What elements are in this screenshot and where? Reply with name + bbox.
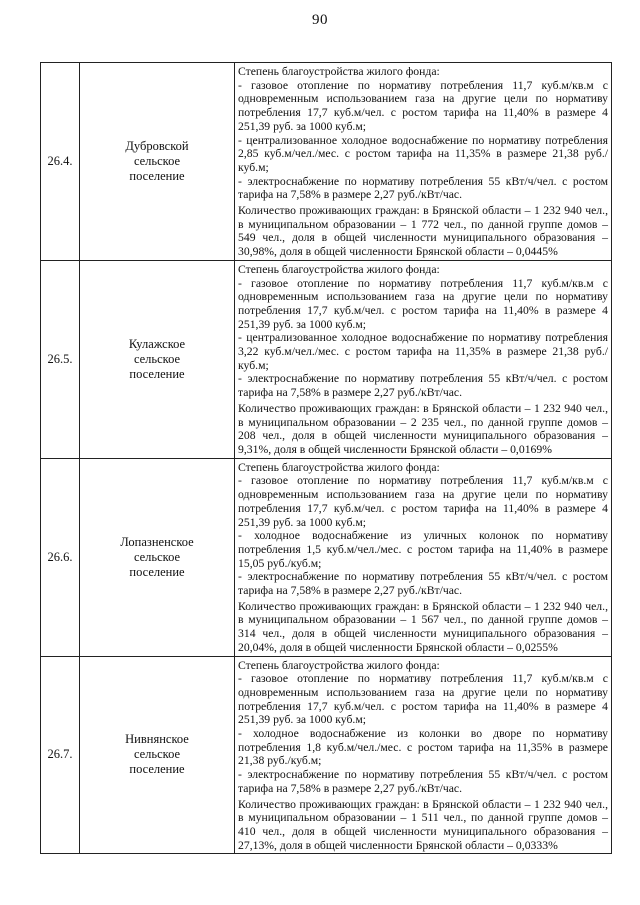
- electricity-item: - электроснабжение по нормативу потребления 55 кВт/ч/чел. с ростом тарифа на 7,58% в размере 2,27 руб./кВт/час.: [238, 570, 608, 598]
- settlement-name: [80, 260, 235, 458]
- description-heading: Степень благоустройства жилого фонда:: [238, 460, 440, 474]
- population-text: Количество проживающих граждан: в Брянской области – 1 232 940 чел., в муниципальном образовании – 2 235 чел., по данной группе домов – 208 чел., доля в общей численности муниципального образования – 9,31%, доля в общей численности Брянской области – 0,0169%: [238, 401, 608, 456]
- description-heading: Степень благоустройства жилого фонда:: [238, 262, 440, 276]
- gas-heating-item: - газовое отопление по нормативу потребления 11,7 куб.м/кв.м с одновременным использованием газа на другие цели по нормативу потребления 17,7 куб.м/чел. с ростом тарифа на 11,40% в размере 4 251,39 руб. за 1000 куб.м;: [238, 474, 608, 529]
- housing-description: [235, 656, 612, 854]
- row-number: 26.7.: [41, 656, 80, 854]
- housing-description: [235, 63, 612, 261]
- settlement-name-line: сельское: [133, 549, 181, 564]
- row-number: 26.4.: [41, 63, 80, 261]
- gas-heating-item: - газовое отопление по нормативу потребления 11,7 куб.м/кв.м с одновременным использованием газа на другие цели по нормативу потребления 17,7 куб.м/чел. с ростом тарифа на 11,40% в размере 4 251,39 руб. за 1000 куб.м;: [238, 672, 608, 727]
- settlement-name-line: сельское: [133, 747, 181, 762]
- water-supply-item: - холодное водоснабжение из колонки во дворе по нормативу потребления 1,8 куб.м/чел./мес. с ростом тарифа на 11,35% в размере 21,38 руб./куб.м;: [238, 727, 608, 768]
- water-supply-item: - холодное водоснабжение из уличных колонок по нормативу потребления 1,5 куб.м/чел./мес. с ростом тарифа на 11,40% в размере 15,05 руб./куб.м;: [238, 529, 608, 570]
- population-text: Количество проживающих граждан: в Брянской области – 1 232 940 чел., в муниципальном образовании – 1 567 чел., по данной группе домов – 314 чел., доля в общей численности муниципального образования – 20,04%, доля в общей численности Брянской области – 0,0255%: [238, 599, 608, 654]
- settlement-name-line: сельское: [133, 153, 181, 168]
- population-text: Количество проживающих граждан: в Брянской области – 1 232 940 чел., в муниципальном образовании – 1 772 чел., по данной группе домов – 549 чел., доля в общей численности муниципального образования – 30,98%, доля в общей численности Брянской области – 0,0445%: [238, 204, 608, 259]
- table-row: [41, 260, 612, 458]
- housing-description: [235, 458, 612, 656]
- settlement-name: [80, 656, 235, 854]
- settlement-name-line: Нивнянское: [125, 732, 189, 747]
- electricity-item: - электроснабжение по нормативу потребления 55 кВт/ч/чел. с ростом тарифа на 7,58% в размере 2,27 руб./кВт/час.: [238, 768, 608, 795]
- description-heading: Степень благоустройства жилого фонда:: [238, 658, 440, 672]
- table-row: [41, 63, 612, 261]
- row-number: 26.5.: [41, 260, 80, 458]
- settlement-name: [80, 458, 235, 656]
- gas-heating-item: - газовое отопление по нормативу потребления 11,7 куб.м/кв.м с одновременным использованием газа на другие цели по нормативу потребления 17,7 куб.м/чел. с ростом тарифа на 11,40% в размере 4 251,39 руб. за 1000 куб.м;: [238, 276, 608, 331]
- population-text: Количество проживающих граждан: в Брянской области – 1 232 940 чел., в муниципальном образовании – 1 511 чел., по данной группе домов – 410 чел., доля в общей численности муниципального образования – 27,13%, доля в общей численности Брянской области – 0,0333%: [238, 797, 608, 852]
- housing-description: [235, 260, 612, 458]
- settlement-name-line: Дубровской: [125, 138, 189, 153]
- table-row: [41, 656, 612, 854]
- row-number: 26.6.: [41, 458, 80, 656]
- settlement-name-line: Кулажское: [128, 336, 186, 351]
- page-number: 90: [312, 12, 328, 28]
- electricity-item: - электроснабжение по нормативу потребления 55 кВт/ч/чел. с ростом тарифа на 7,58% в размере 2,27 руб./кВт/час.: [238, 174, 608, 202]
- settlement-name-line: Лопазненское: [120, 534, 194, 549]
- settlement-name-line: поселение: [129, 564, 185, 579]
- settlement-name-line: поселение: [129, 762, 185, 777]
- settlement-name-line: поселение: [129, 168, 185, 183]
- electricity-item: - электроснабжение по нормативу потребления 55 кВт/ч/чел. с ростом тарифа на 7,58% в размере 2,27 руб./кВт/час.: [238, 372, 608, 400]
- gas-heating-item: - газовое отопление по нормативу потребления 11,7 куб.м/кв.м с одновременным использованием газа на другие цели по нормативу потребления 17,7 куб.м/чел. с ростом тарифа на 11,40% в размере 4 251,39 руб. за 1000 куб.м;: [238, 78, 608, 133]
- settlements-table: [40, 62, 612, 854]
- settlement-name: [80, 63, 235, 261]
- table-row: [41, 458, 612, 656]
- water-supply-item: - централизованное холодное водоснабжение по нормативу потребления 3,22 куб.м/чел./мес. с ростом тарифа на 11,35% в размере 21,38 руб./куб.м;: [238, 331, 608, 372]
- water-supply-item: - централизованное холодное водоснабжение по нормативу потребления 2,85 куб.м/чел./мес. с ростом тарифа на 11,35% в размере 21,38 руб./куб.м;: [238, 133, 608, 174]
- description-heading: Степень благоустройства жилого фонда:: [238, 65, 440, 78]
- settlement-name-line: сельское: [133, 351, 181, 366]
- settlement-name-line: поселение: [129, 366, 185, 381]
